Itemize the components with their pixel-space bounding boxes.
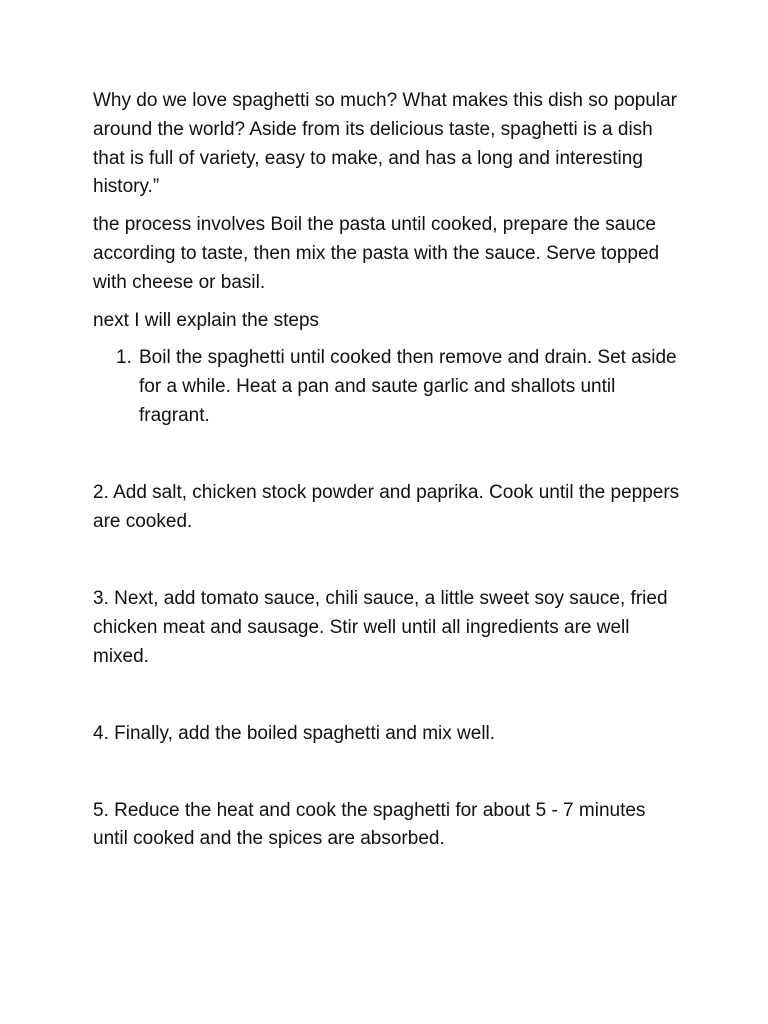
step-5-paragraph: 5. Reduce the heat and cook the spaghetti for about 5 - 7 minutes until cooked and the spices are absorbed.: [93, 799, 646, 850]
intro-paragraph: Why do we love spaghetti so much? What makes this dish so popular around the world? Aside from its delicious taste, spaghetti is a dish that is full of variety, easy to make, and has a long and interesting history.”: [93, 90, 678, 198]
steps-intro-paragraph: next I will explain the steps: [93, 309, 320, 331]
step-4-paragraph: 4. Finally, add the boiled spaghetti and mix well.: [93, 722, 496, 744]
numbered-list: [93, 344, 683, 430]
process-paragraph: the process involves Boil the pasta until cooked, prepare the sauce according to taste, then mix the pasta with the sauce. Serve topped with cheese or basil.: [93, 214, 660, 293]
list-item: [93, 344, 683, 430]
list-item-text: Boil the spaghetti until cooked then remove and drain. Set aside for a while. Heat a pan and saute garlic and shallots until fragrant.: [139, 347, 677, 426]
step-2-paragraph: 2. Add salt, chicken stock powder and paprika. Cook until the peppers are cooked.: [93, 481, 680, 532]
list-item-number: 1.: [116, 347, 132, 369]
step-3-paragraph: 3. Next, add tomato sauce, chili sauce, a little sweet soy sauce, fried chicken meat and sausage. Stir well until all ingredients are well mixed.: [93, 588, 668, 667]
document-body: [93, 87, 683, 854]
